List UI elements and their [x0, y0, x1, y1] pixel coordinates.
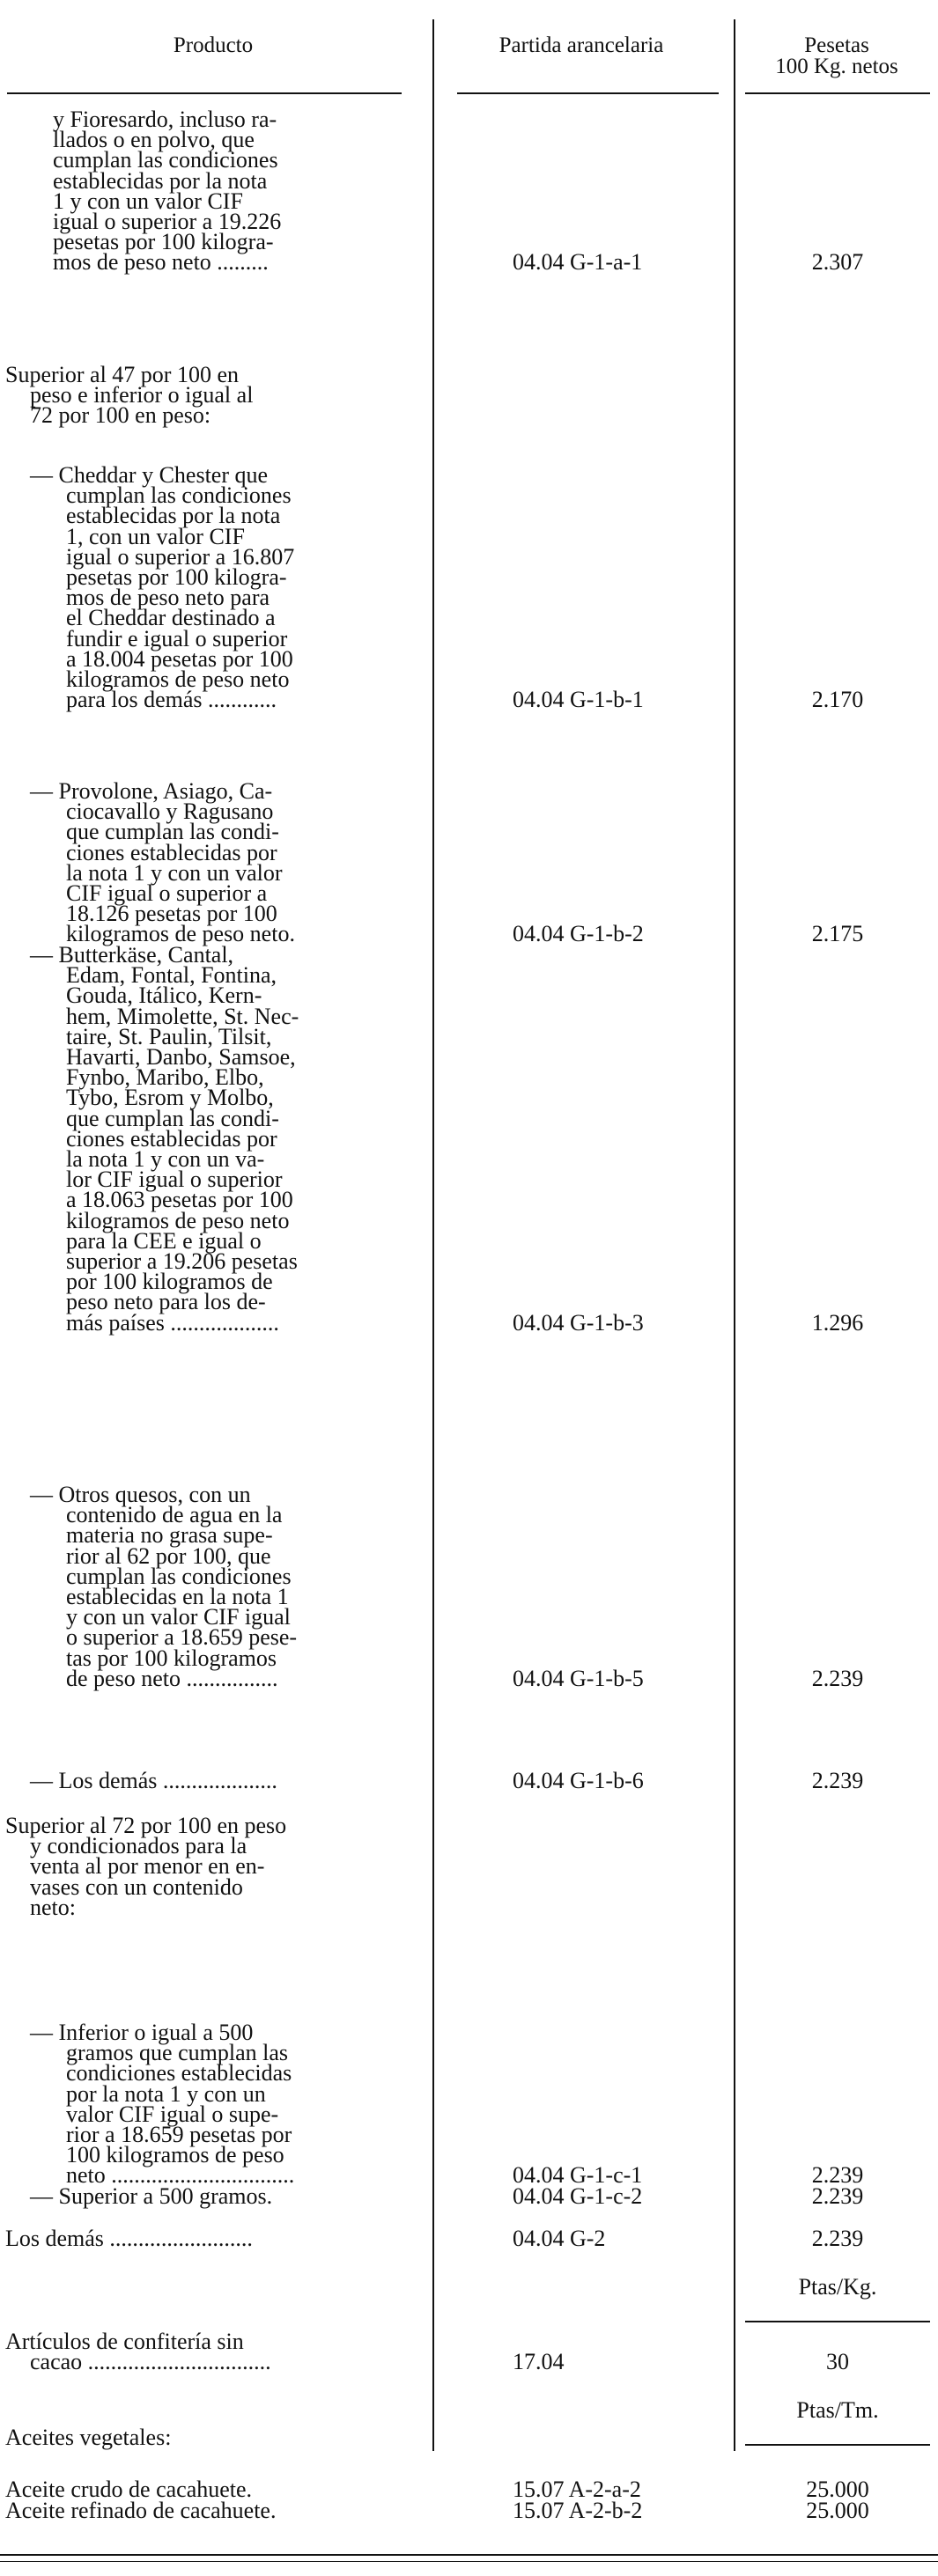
subheading-47-72-line: peso e inferior o igual al [30, 382, 254, 408]
para1-line: pesetas por 100 kilogra- [53, 229, 274, 255]
item-provolone-line: ciones establecidas por [66, 839, 277, 865]
header-pesetas: Pesetas [804, 33, 869, 57]
tariff-code: 04.04 G-1-b-1 [513, 687, 644, 713]
item-inferior-500-line: — Inferior o igual a 500 [30, 2020, 254, 2045]
item-butterkase-line: taire, St. Paulin, Tilsit, [66, 1023, 272, 1049]
item-cheddar-line: para los demás ............ [66, 687, 277, 713]
item-butterkase-line: por 100 kilogramos de [66, 1269, 273, 1295]
item-inferior-500-line: valor CIF igual o supe- [66, 2101, 279, 2127]
item-butterkase-line: Gouda, Itálico, Kern- [66, 983, 262, 1009]
header-partida: Partida arancelaria [499, 33, 664, 57]
item-butterkase-line: Edam, Fontal, Fontina, [66, 962, 277, 989]
item-butterkase-line: Fynbo, Maribo, Elbo, [66, 1064, 264, 1091]
confiteria-line: cacao ................................ [30, 2349, 271, 2375]
item-otros-quesos-line: de peso neto ................ [66, 1665, 278, 1691]
item-los-demas: — Los demás .................... [30, 1768, 277, 1793]
tariff-code: 15.07 A-2-a-2 [513, 2477, 641, 2502]
item-otros-quesos-line: rior al 62 por 100, que [66, 1542, 271, 1569]
item-cheddar-line: establecidas por la nota [66, 503, 281, 529]
item-provolone-line: ciocavallo y Ragusano [66, 799, 274, 825]
price-value: 2.170 [811, 687, 864, 713]
price-value: 2.175 [811, 921, 864, 947]
unit-tm-rule [745, 2444, 930, 2446]
para1-line: 1 y con un valor CIF [53, 188, 243, 214]
item-butterkase-line: ciones establecidas por [66, 1125, 277, 1152]
item-provolone-line: que cumplan las condi- [66, 819, 279, 845]
item-inferior-500-line: condiciones establecidas [66, 2060, 292, 2087]
item-butterkase-line: kilogramos de peso neto [66, 1207, 290, 1233]
header-producto: Producto [173, 33, 254, 57]
para1-line: cumplan las condiciones [53, 147, 278, 173]
aceite-refinado: Aceite refinado de cacahuete. [5, 2498, 277, 2523]
subheading-72-line: venta al por menor en en- [30, 1853, 265, 1880]
tariff-code: 04.04 G-2 [513, 2226, 606, 2251]
price-value: 25.000 [806, 2498, 869, 2523]
para1-line: y Fioresardo, incluso ra- [53, 107, 277, 132]
item-butterkase-line: hem, Mimolette, St. Nec- [66, 1003, 299, 1029]
tariff-code: 04.04 G-1-a-1 [513, 249, 643, 276]
subheading-47-72-line: 72 por 100 en peso: [30, 402, 211, 429]
item-butterkase-line: lor CIF igual o superior [66, 1167, 283, 1193]
tariff-code: 15.07 A-2-b-2 [513, 2498, 643, 2523]
item-inferior-500-line: 100 kilogramos de peso [66, 2142, 284, 2168]
item-inferior-500-line: gramos que cumplan las [66, 2040, 288, 2066]
item-butterkase-line: superior a 19.206 pesetas [66, 1248, 298, 1274]
tariff-code: 04.04 G-1-c-2 [513, 2183, 643, 2209]
confiteria-line: Artículos de confitería sin [5, 2329, 244, 2354]
item-cheddar-line: 1, con un valor CIF [66, 523, 245, 549]
item-cheddar-line: kilogramos de peso neto [66, 666, 290, 692]
para1-line: mos de peso neto ......... [53, 249, 269, 276]
price-value: 2.239 [811, 1768, 864, 1793]
item-otros-quesos-line: contenido de agua en la [66, 1502, 283, 1528]
item-butterkase-line: la nota 1 y con un va- [66, 1146, 265, 1172]
item-butterkase-line: Tybo, Esrom y Molbo, [66, 1085, 274, 1111]
footer-rule-1 [0, 2554, 938, 2556]
subheading-72-line: y condicionados para la [30, 1833, 247, 1859]
item-provolone-line: kilogramos de peso neto. [66, 921, 295, 947]
column-divider-2 [734, 19, 735, 2451]
item-otros-quesos-line: y con un valor CIF igual [66, 1604, 291, 1630]
tariff-code: 04.04 G-1-b-2 [513, 921, 644, 947]
item-cheddar-line: el Cheddar destinado a [66, 605, 276, 631]
price-value: 30 [826, 2349, 849, 2375]
item-butterkase-line: que cumplan las condi- [66, 1105, 279, 1131]
item-butterkase-line: Havarti, Danbo, Samsoe, [66, 1044, 296, 1070]
column-divider-1 [432, 19, 434, 2451]
item-provolone-line: 18.126 pesetas por 100 [66, 901, 277, 927]
item-butterkase-line: para la CEE e igual o [66, 1227, 262, 1254]
price-value: 1.296 [811, 1309, 864, 1336]
subheading-47-72-line: Superior al 47 por 100 en [5, 362, 240, 387]
unit-ptas-tm: Ptas/Tm. [796, 2397, 879, 2423]
item-inferior-500-line: neto ................................ [66, 2162, 295, 2189]
item-cheddar-line: fundir e igual o superior [66, 625, 288, 651]
header-rule-2 [457, 92, 719, 94]
para1-line: igual o superior a 19.226 [53, 209, 282, 234]
item-provolone-line: — Provolone, Asiago, Ca- [30, 778, 273, 804]
price-value: 2.239 [811, 2183, 864, 2209]
header-rule-3 [745, 92, 930, 94]
para1-line: llados o en polvo, que [53, 127, 255, 153]
item-otros-quesos-line: materia no grasa supe- [66, 1522, 273, 1549]
tariff-code: 04.04 G-1-b-3 [513, 1309, 644, 1336]
item-cheddar-line: mos de peso neto para [66, 585, 270, 611]
tariff-code: 17.04 [513, 2349, 565, 2375]
item-inferior-500-line: rior a 18.659 pesetas por [66, 2122, 292, 2147]
footer-rule-2 [0, 2561, 938, 2562]
item-cheddar-line: pesetas por 100 kilogra- [66, 564, 287, 590]
unit-ptas-kg: Ptas/Kg. [798, 2274, 877, 2300]
los-demas: Los demás ......................... [5, 2226, 253, 2251]
header-kg-netos: 100 Kg. netos [775, 55, 898, 78]
tariff-code: 04.04 G-1-b-5 [513, 1665, 644, 1691]
aceites-heading: Aceites vegetales: [5, 2425, 172, 2450]
para1-line: establecidas por la nota [53, 167, 268, 194]
subheading-72-line: neto: [30, 1894, 76, 1920]
aceite-crudo: Aceite crudo de cacahuete. [5, 2477, 253, 2502]
item-butterkase-line: peso neto para los de- [66, 1289, 266, 1315]
price-value: 2.307 [811, 249, 864, 276]
item-provolone-line: CIF igual o superior a [66, 880, 268, 906]
price-value: 2.239 [811, 2162, 864, 2189]
price-value: 25.000 [806, 2477, 869, 2502]
item-otros-quesos-line: o superior a 18.659 pese- [66, 1624, 298, 1651]
item-cheddar-line: cumplan las condiciones [66, 482, 292, 509]
tariff-code: 04.04 G-1-b-6 [513, 1768, 644, 1793]
price-value: 2.239 [811, 2226, 864, 2251]
item-butterkase-line: a 18.063 pesetas por 100 [66, 1187, 293, 1213]
tariff-code: 04.04 G-1-c-1 [513, 2162, 643, 2189]
subheading-72-line: Superior al 72 por 100 en peso [5, 1813, 287, 1838]
item-cheddar-line: igual o superior a 16.807 [66, 543, 295, 570]
item-cheddar-line: a 18.004 pesetas por 100 [66, 645, 293, 672]
item-superior-500: — Superior a 500 gramos. [30, 2183, 273, 2209]
item-provolone-line: la nota 1 y con un valor [66, 859, 283, 886]
item-otros-quesos-line: — Otros quesos, con un [30, 1482, 251, 1507]
item-butterkase-line: — Butterkäse, Cantal, [30, 942, 234, 968]
item-butterkase-line: más países ................... [66, 1309, 279, 1336]
header-rule-1 [7, 92, 402, 94]
item-inferior-500-line: por la nota 1 y con un [66, 2080, 266, 2107]
item-otros-quesos-line: cumplan las condiciones [66, 1563, 292, 1589]
item-cheddar-line: — Cheddar y Chester que [30, 462, 269, 488]
subheading-72-line: vases con un contenido [30, 1873, 243, 1900]
unit-kg-rule [745, 2321, 930, 2322]
item-otros-quesos-line: tas por 100 kilogramos [66, 1645, 277, 1671]
price-value: 2.239 [811, 1665, 864, 1691]
item-otros-quesos-line: establecidas en la nota 1 [66, 1584, 289, 1609]
